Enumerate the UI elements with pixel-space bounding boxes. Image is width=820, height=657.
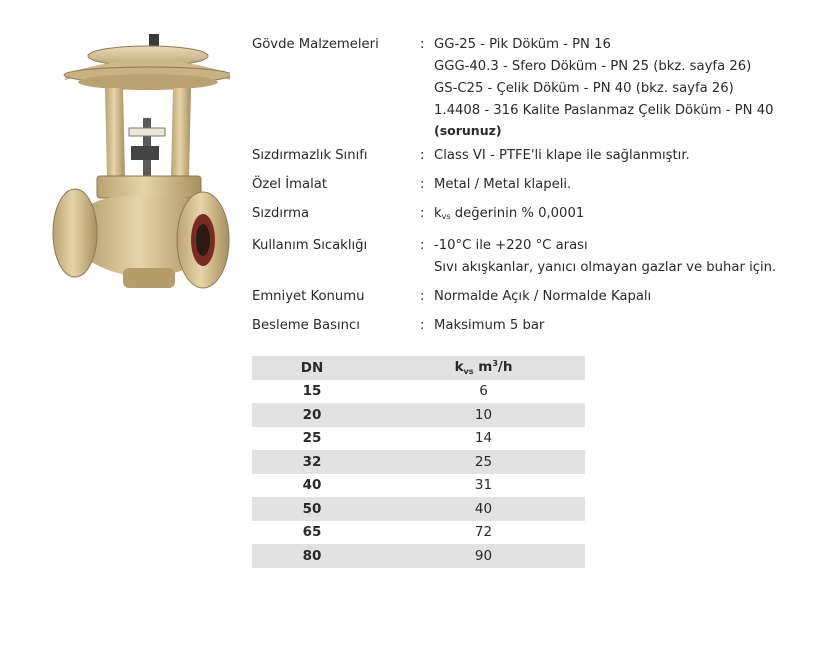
spec-colon: : [420, 238, 425, 253]
cell-dn: 65 [302, 524, 322, 541]
spec-value: GG-25 - Pik Döküm - PN 16 [434, 37, 611, 52]
cell-dn: 20 [302, 406, 322, 423]
spec-value: GGG-40.3 - Sfero Döküm - PN 25 (bkz. sayfa 26) [434, 59, 752, 74]
spec-row-supply-pressure [252, 315, 812, 337]
kv-subscript: vs [441, 212, 451, 221]
spec-label: Kullanım Sıcaklığı [252, 238, 368, 253]
table-header [252, 356, 585, 380]
spec-colon: : [420, 148, 425, 163]
table-row [252, 544, 585, 568]
spec-row-leakage [252, 203, 812, 228]
cell-dn: 50 [302, 500, 322, 517]
spec-values [434, 145, 812, 167]
header-kv [372, 359, 585, 376]
spec-value: Class VI - PTFE'li klape ile sağlanmıştır. [434, 148, 690, 163]
spec-colon: : [420, 289, 425, 304]
cell-kv: 14 [474, 430, 493, 447]
cell-kv: 25 [474, 453, 493, 470]
spec-list [252, 34, 812, 337]
spec-label: Sızdırma [252, 206, 310, 221]
cell-dn: 80 [302, 547, 322, 564]
header-dn: DN [300, 359, 324, 376]
table-row [252, 380, 585, 404]
cell-kv: 90 [474, 547, 493, 564]
kv-text: değerinin % 0,0001 [450, 206, 585, 221]
spec-value: 1.4408 - 316 Kalite Paslanmaz Çelik Döküm - PN 40 [434, 103, 774, 118]
spec-values [434, 34, 812, 140]
spec-value: -10°C ile +220 °C arası [434, 238, 588, 253]
spec-colon: : [420, 177, 425, 192]
spec-row-body-material [252, 34, 812, 140]
kv-table [252, 356, 585, 568]
spec-colon: : [420, 37, 425, 52]
kv-symbol: k [434, 206, 442, 221]
header-kv-subscript: vs [463, 367, 474, 377]
spec-value: Metal / Metal klapeli. [434, 177, 572, 192]
header-kv-tail: /h [497, 359, 513, 376]
header-kv-unit: m [473, 359, 493, 376]
table-row [252, 403, 585, 427]
header-kv-symbol: k [454, 359, 464, 376]
spec-label: Besleme Basıncı [252, 318, 360, 333]
spec-values [434, 286, 812, 308]
spec-value [434, 203, 812, 228]
spec-value: Normalde Açık / Normalde Kapalı [434, 289, 652, 304]
cell-kv: 40 [474, 500, 493, 517]
spec-label: Özel İmalat [252, 177, 328, 192]
spec-values [434, 315, 812, 337]
spec-row-temperature [252, 235, 812, 279]
table-row [252, 450, 585, 474]
cell-dn: 40 [302, 477, 322, 494]
spec-row-safety-position [252, 286, 812, 308]
cell-dn: 32 [302, 453, 322, 470]
spec-label: Emniyet Konumu [252, 289, 365, 304]
spec-colon: : [420, 206, 425, 221]
table-row [252, 427, 585, 451]
cell-kv: 10 [474, 406, 493, 423]
spec-label: Sızdırmazlık Sınıfı [252, 148, 368, 163]
cell-kv: 31 [474, 477, 493, 494]
spec-value: Maksimum 5 bar [434, 318, 545, 333]
spec-note: (sorunuz) [434, 123, 502, 138]
table-row [252, 497, 585, 521]
spec-colon: : [420, 318, 425, 333]
table-row [252, 474, 585, 498]
control-valve-photo [45, 28, 230, 298]
cell-kv: 72 [474, 524, 493, 541]
header-kv-superscript: 3 [492, 359, 498, 369]
cell-dn: 15 [302, 383, 322, 400]
spec-values [434, 203, 812, 228]
table-row [252, 521, 585, 545]
spec-value: Sıvı akışkanlar, yanıcı olmayan gazlar ve buhar için. [434, 260, 777, 275]
spec-values [434, 235, 812, 279]
spec-label: Gövde Malzemeleri [252, 37, 379, 52]
spec-value: GS-C25 - Çelik Döküm - PN 40 (bkz. sayfa 26) [434, 81, 734, 96]
cell-dn: 25 [302, 430, 322, 447]
spec-row-sealing-class [252, 145, 812, 167]
cell-kv: 6 [479, 383, 488, 400]
spec-row-special-build [252, 174, 812, 196]
spec-values [434, 174, 812, 196]
